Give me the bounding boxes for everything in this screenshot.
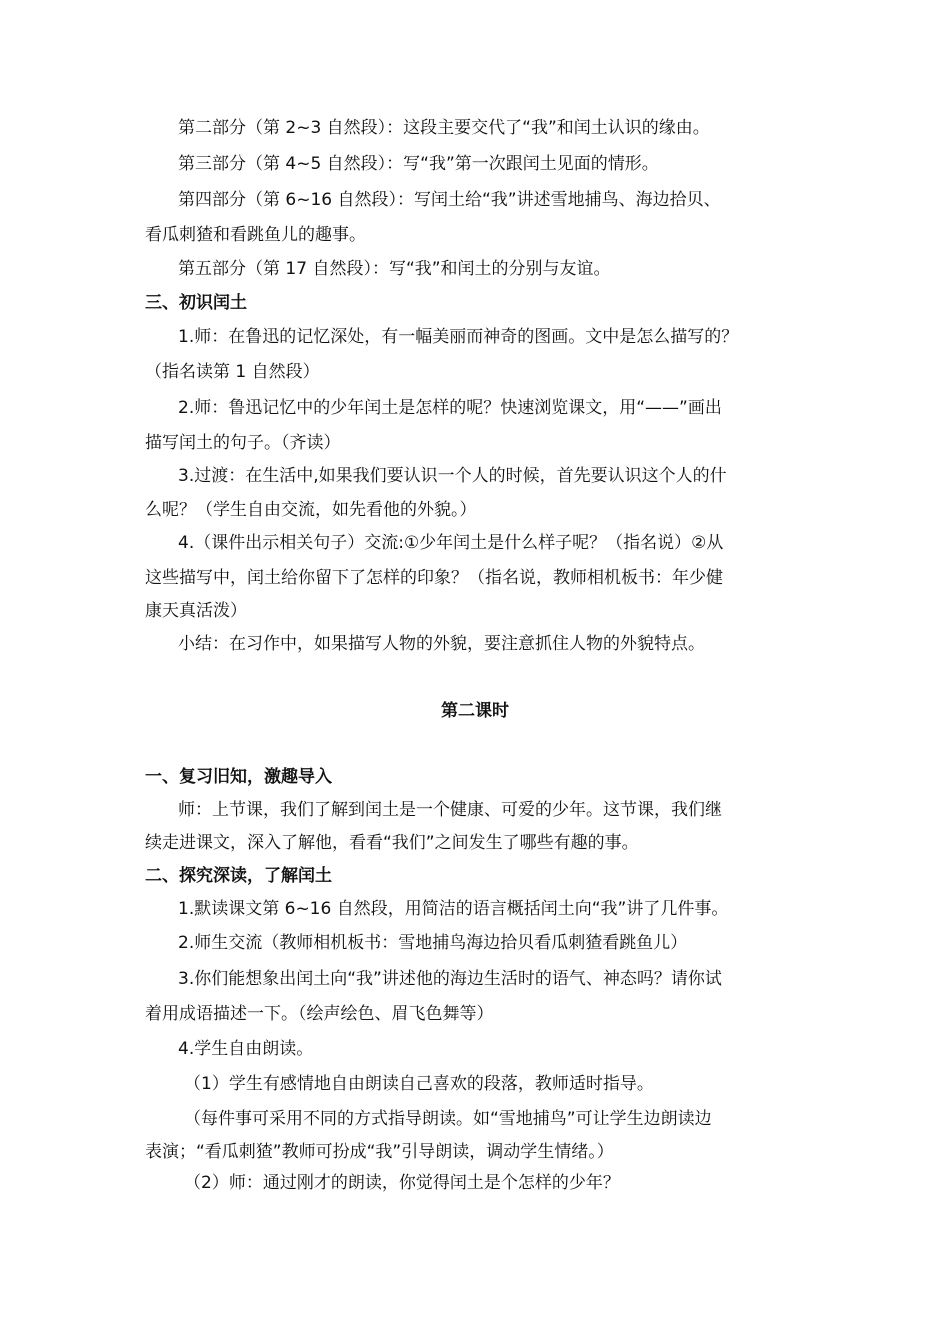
part5-text: 第五部分（第 17 自然段）：写“我”和闰土的分别与友谊。: [178, 259, 611, 279]
item2-line2: 描写闰土的句子。（齐读）: [145, 433, 341, 453]
summary-text: 小结：在习作中，如果描写人物的外貌，要注意抓住人物的外貌特点。: [178, 634, 705, 654]
item4-line2: 这些描写中，闰土给你留下了怎样的印象？（指名说，教师相机板书：年少健: [145, 568, 723, 588]
item3-line1: 3.过渡：在生活中,如果我们要认识一个人的时候，首先要认识这个人的什: [178, 466, 727, 486]
sub2-text: （2）师：通过刚才的朗读，你觉得闰土是个怎样的少年？: [184, 1173, 620, 1193]
step3-line1: 3.你们能想象出闰土向“我”讲述他的海边生活时的语气、神态吗？请你试: [178, 969, 722, 989]
section3-heading: 三、初识闰土: [145, 293, 247, 313]
item2-line1: 2.师：鲁迅记忆中的少年闰土是怎样的呢？快速浏览课文，用“——”画出: [178, 398, 722, 418]
step4-text: 4.学生自由朗读。: [178, 1039, 314, 1059]
item3-line2: 么呢？（学生自由交流，如先看他的外貌。）: [145, 500, 477, 520]
item4-line1: 4.（课件出示相关句子）交流:①少年闰土是什么样子呢？（指名说）②从: [178, 533, 724, 553]
lesson2-title: 第二课时: [441, 701, 509, 721]
sub1-text: （1）学生有感情地自由朗读自己喜欢的段落，教师适时指导。: [184, 1074, 654, 1094]
part3-text: 第三部分（第 4~5 自然段）：写“我”第一次跟闰土见面的情形。: [178, 154, 659, 174]
intro-line2: 续走进课文，深入了解他，看看“我们”之间发生了哪些有趣的事。: [145, 833, 639, 853]
part2-text: 第二部分（第 2~3 自然段）：这段主要交代了“我”和闰土认识的缘由。: [178, 118, 710, 138]
section1-heading: 一、复习旧知，激趣导入: [145, 767, 332, 787]
part4-text-line2: 看瓜刺猹和看跳鱼儿的趣事。: [145, 225, 366, 245]
item1-line2: （指名读第 1 自然段）: [145, 362, 320, 382]
item1-line1: 1.师：在鲁迅的记忆深处，有一幅美丽而神奇的图画。文中是怎么描写的？: [178, 327, 739, 347]
step2-text: 2.师生交流（教师相机板书：雪地捕鸟海边拾贝看瓜刺猹看跳鱼儿）: [178, 933, 688, 953]
section2-heading: 二、探究深读，了解闰土: [145, 866, 332, 886]
item4-line3: 康天真活泼）: [145, 601, 247, 621]
part4-text-line1: 第四部分（第 6~16 自然段）：写闰土给“我”讲述雪地捕鸟、海边拾贝、: [178, 190, 721, 210]
step3-line2: 着用成语描述一下。（绘声绘色、眉飞色舞等）: [145, 1004, 494, 1024]
note-line1: （每件事可采用不同的方式指导朗读。如“雪地捕鸟”可让学生边朗读边: [184, 1109, 712, 1129]
note-line2: 表演；“看瓜刺猹”教师可扮成“我”引导朗读，调动学生情绪。）: [145, 1142, 614, 1162]
step1-text: 1.默读课文第 6~16 自然段，用简洁的语言概括闰土向“我”讲了几件事。: [178, 899, 729, 919]
intro-line1: 师：上节课，我们了解到闰土是一个健康、可爱的少年。这节课，我们继: [178, 800, 722, 820]
